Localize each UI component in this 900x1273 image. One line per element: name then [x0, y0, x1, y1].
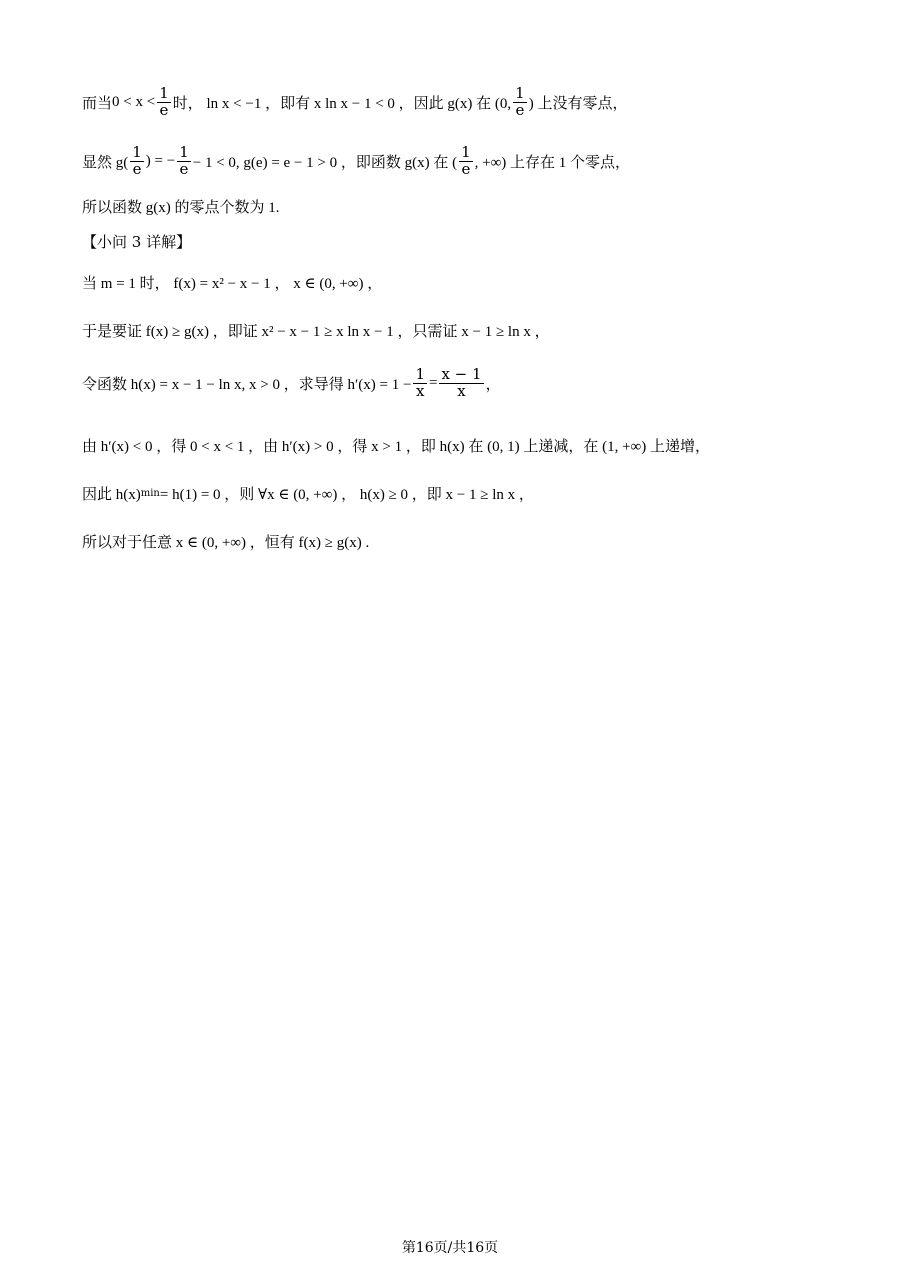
- line-8: [82, 435, 710, 456]
- line-7: [82, 367, 501, 400]
- line-1: [82, 86, 627, 119]
- fraction-1-over-e: [157, 86, 171, 119]
- fraction-x-minus-1-over-x: [439, 367, 483, 400]
- fraction-1-over-x: [413, 367, 427, 400]
- line-1-text-c: 时， ln x < −1 ，即有 x ln x − 1 < 0 ，因此 g(x) 在 (0,: [172, 95, 512, 112]
- line-9-text-b: = h(1) = 0 ，则 ∀x ∈ (0, +∞) ， h(x) ≥ 0 ，即 x − 1 ≥ ln x ，: [159, 487, 534, 503]
- line-2-text-a: 显然 g(: [82, 154, 129, 171]
- fraction-numerator: x − 1: [441, 365, 482, 383]
- fraction-1-over-e: [459, 145, 473, 178]
- fraction-denominator: e: [461, 159, 471, 178]
- section-heading-text: 【小问 3 详解】: [82, 233, 192, 251]
- fraction-numerator: 1: [461, 143, 471, 161]
- fraction-denominator: e: [159, 100, 169, 119]
- line-9-text-a: 因此 h(x): [82, 487, 141, 503]
- line-2-text-c: − 1 < 0, g(e) = e − 1 > 0 ，即函数 g(x) 在 (: [192, 154, 458, 171]
- fraction-numerator: 1: [159, 84, 169, 102]
- line-5-text: 当 m = 1 时， f(x) = x² − x − 1 ， x ∈ (0, +∞) ，: [82, 276, 383, 292]
- fraction-denominator: e: [515, 100, 525, 119]
- fraction-denominator: x: [415, 381, 425, 400]
- line-5: [82, 272, 382, 293]
- page-footer: 第16页/共16页: [401, 1240, 499, 1256]
- fraction-numerator: 1: [515, 84, 525, 102]
- line-3-text: 所以函数 g(x) 的零点个数为 1.: [82, 200, 280, 216]
- line-8-text: 由 h′(x) < 0 ，得 0 < x < 1 ，由 h′(x) > 0 ，得 x > 1 ，即 h(x) 在 (0, 1) 上递减，在 (1, +∞) 上递增，: [82, 439, 710, 455]
- line-1-text-a: 而当: [82, 93, 113, 112]
- line-1-text-d: ) 上没有零点，: [528, 95, 628, 112]
- fraction-1-over-e: [177, 145, 191, 178]
- fraction-denominator: e: [179, 159, 189, 178]
- line-9: [82, 483, 534, 504]
- line-7-text-a: 令函数 h(x) = x − 1 − ln x, x > 0 ，求导得 h′(x) = 1 −: [82, 376, 412, 393]
- line-2-text-b: ) = −: [145, 152, 176, 169]
- fraction-denominator: x: [457, 381, 466, 400]
- subscript-min: min: [140, 488, 160, 499]
- line-2-text-d: , +∞) 上存在 1 个零点，: [474, 154, 631, 171]
- line-10-text: 所以对于任意 x ∈ (0, +∞) ，恒有 f(x) ≥ g(x) .: [82, 535, 370, 551]
- line-6-text: 于是要证 f(x) ≥ g(x) ，即证 x² − x − 1 ≥ x ln x − 1 ，只需证 x − 1 ≥ ln x ，: [82, 324, 550, 340]
- line-6: [82, 320, 550, 341]
- fraction-denominator: e: [132, 159, 142, 178]
- fraction-numerator: 1: [179, 143, 189, 161]
- line-7-text-c: ，: [485, 376, 501, 393]
- line-3: [82, 196, 280, 217]
- section-heading: [82, 231, 191, 252]
- line-1-text-b: 0 < x <: [112, 93, 156, 110]
- fraction-1-over-e: [513, 86, 527, 119]
- line-10: [82, 531, 369, 552]
- fraction-numerator: 1: [132, 143, 142, 161]
- fraction-1-over-e: [130, 145, 144, 178]
- line-2: [82, 145, 630, 178]
- line-7-text-b: =: [428, 374, 438, 391]
- fraction-numerator: 1: [415, 365, 425, 383]
